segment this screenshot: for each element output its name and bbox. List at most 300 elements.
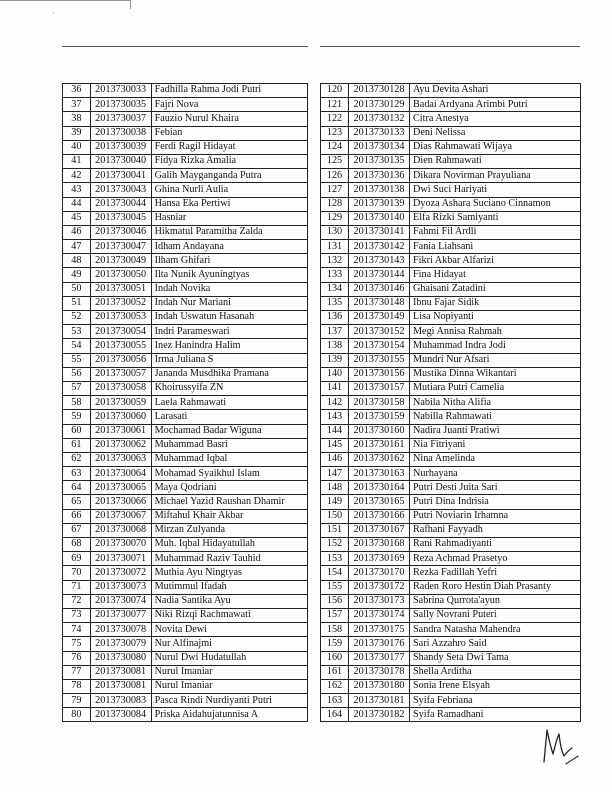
student-name: Ghaisani Zatadini [410,282,581,296]
table-row [321,353,581,367]
scan-speck: · [52,8,55,18]
student-name: Nurul Imaniar [151,679,307,693]
student-id: 2013730149 [349,311,410,325]
student-name: Fauzio Nurul Khaira [151,112,307,126]
student-id: 2013730067 [90,509,151,523]
table-row [63,325,308,339]
student-table-left [62,83,308,722]
table-row [63,211,308,225]
student-id: 2013730146 [349,282,410,296]
student-name: Indah Uswatun Hasanah [151,311,307,325]
row-number: 59 [63,410,91,424]
student-id: 2013730159 [349,410,410,424]
row-number: 131 [321,240,349,254]
student-name: Rani Rahmadiyanti [410,538,581,552]
student-id: 2013730083 [90,694,151,708]
student-name: Sonia Irene Elsyah [410,679,581,693]
table-row [321,410,581,424]
student-id: 2013730170 [349,566,410,580]
student-name: Rafhani Fayyadh [410,523,581,537]
student-name: Hansa Eka Pertiwi [151,197,307,211]
row-number: 125 [321,154,349,168]
student-id: 2013730148 [349,296,410,310]
table-row [321,98,581,112]
student-id: 2013730078 [90,623,151,637]
student-id: 2013730169 [349,552,410,566]
table-row [321,396,581,410]
handwritten-signature [538,722,582,766]
student-name: Dias Rahmawati Wijaya [410,140,581,154]
student-id: 2013730071 [90,552,151,566]
student-name: Nabila Nitha Alifia [410,396,581,410]
student-name: Ayu Devita Ashari [410,84,581,98]
student-id: 2013730132 [349,112,410,126]
student-name: Muh. Iqbal Hidayatullah [151,538,307,552]
student-id: 2013730129 [349,98,410,112]
table-row [321,495,581,509]
table-row [321,296,581,310]
student-id: 2013730134 [349,140,410,154]
student-name: Elfa Rizki Samiyanti [410,211,581,225]
table-row [321,623,581,637]
table-row [63,495,308,509]
table-row [321,552,581,566]
student-name: Citra Anestya [410,112,581,126]
table-row [321,240,581,254]
student-id: 2013730133 [349,126,410,140]
student-id: 2013730055 [90,339,151,353]
table-row [321,566,581,580]
table-row [321,608,581,622]
student-id: 2013730163 [349,467,410,481]
table-row [321,694,581,708]
student-id: 2013730058 [90,381,151,395]
table-row [63,225,308,239]
row-number: 52 [63,311,91,325]
row-number: 75 [63,637,91,651]
row-number: 156 [321,594,349,608]
student-name: Raden Roro Hestin Diah Prasanty [410,580,581,594]
table-row [321,225,581,239]
student-name: Nabilla Rahmawati [410,410,581,424]
row-number: 78 [63,679,91,693]
table-row [321,126,581,140]
row-number: 138 [321,339,349,353]
student-name: Fahmi Fil Ardli [410,225,581,239]
table-row [63,339,308,353]
student-id: 2013730136 [349,169,410,183]
student-id: 2013730037 [90,112,151,126]
student-name: Rezka Fadillah Yefri [410,566,581,580]
student-id: 2013730141 [349,225,410,239]
student-name: Fina Hidayat [410,268,581,282]
table-row [321,509,581,523]
table-row [321,183,581,197]
table-row [63,538,308,552]
student-id: 2013730073 [90,580,151,594]
student-id: 2013730152 [349,325,410,339]
table-row [321,140,581,154]
table-row [63,566,308,580]
student-name: Muthia Ayu Ningtyas [151,566,307,580]
header-rule-left [62,46,308,47]
row-number: 44 [63,197,91,211]
row-number: 136 [321,311,349,325]
student-name: Fania Liahsani [410,240,581,254]
row-number: 163 [321,694,349,708]
row-number: 126 [321,169,349,183]
student-name: Mustika Dinna Wikantari [410,367,581,381]
student-id: 2013730161 [349,438,410,452]
table-row [63,594,308,608]
student-name: Fadhilla Rahma Jodi Putri [151,84,307,98]
student-name: Mirzan Zulyanda [151,523,307,537]
row-number: 133 [321,268,349,282]
row-number: 140 [321,367,349,381]
student-id: 2013730181 [349,694,410,708]
student-id: 2013730056 [90,353,151,367]
table-row [321,169,581,183]
student-id: 2013730154 [349,339,410,353]
table-row [63,438,308,452]
student-name: Pasca Rindi Nurdiyanti Putri [151,694,307,708]
table-row [63,126,308,140]
student-id: 2013730064 [90,467,151,481]
table-row [321,197,581,211]
row-number: 65 [63,495,91,509]
table-row [63,240,308,254]
student-name: Larasati [151,410,307,424]
row-number: 134 [321,282,349,296]
table-row [63,708,308,722]
table-row [63,140,308,154]
row-number: 40 [63,140,91,154]
row-number: 38 [63,112,91,126]
student-name: Sari Azzahro Said [410,637,581,651]
row-number: 66 [63,509,91,523]
row-number: 137 [321,325,349,339]
student-id: 2013730053 [90,311,151,325]
student-id: 2013730165 [349,495,410,509]
row-number: 54 [63,339,91,353]
student-name: Novita Dewi [151,623,307,637]
student-id: 2013730128 [349,84,410,98]
student-name: Reza Achmad Prasetyo [410,552,581,566]
table-row [63,353,308,367]
student-name: Mundri Nur Afsari [410,353,581,367]
student-name: Ilta Nunik Ayuningtyas [151,268,307,282]
student-name: Dwi Suci Hariyati [410,183,581,197]
row-number: 151 [321,523,349,537]
student-name: Maya Qodriani [151,481,307,495]
table-row [63,254,308,268]
student-id: 2013730057 [90,367,151,381]
student-id: 2013730044 [90,197,151,211]
row-number: 49 [63,268,91,282]
row-number: 154 [321,566,349,580]
student-name: Mutiara Putri Camelia [410,381,581,395]
row-number: 53 [63,325,91,339]
student-id: 2013730038 [90,126,151,140]
student-name: Hikmatul Paramitha Zalda [151,225,307,239]
student-name: Sally Novrani Puteri [410,608,581,622]
student-name: Putri Dina Indrisia [410,495,581,509]
table-row [63,410,308,424]
student-name: Miftahul Khair Akbar [151,509,307,523]
student-id: 2013730155 [349,353,410,367]
table-row [321,367,581,381]
row-number: 57 [63,381,91,395]
student-id: 2013730059 [90,396,151,410]
student-name: Khoirussyifa ZN [151,381,307,395]
table-row [321,282,581,296]
student-id: 2013730142 [349,240,410,254]
student-id: 2013730070 [90,538,151,552]
student-name: Ghina Nurli Aulia [151,183,307,197]
row-number: 148 [321,481,349,495]
row-number: 55 [63,353,91,367]
student-id: 2013730068 [90,523,151,537]
row-number: 39 [63,126,91,140]
table-row [321,580,581,594]
row-number: 149 [321,495,349,509]
student-id: 2013730061 [90,424,151,438]
student-id: 2013730081 [90,679,151,693]
student-name: Megi Annisa Rahmah [410,325,581,339]
row-number: 37 [63,98,91,112]
row-number: 46 [63,225,91,239]
student-id: 2013730049 [90,254,151,268]
table-row [63,424,308,438]
table-row [321,211,581,225]
student-id: 2013730143 [349,254,410,268]
student-name: Syifa Ramadhani [410,708,581,722]
table-row [321,424,581,438]
student-id: 2013730052 [90,296,151,310]
table-row [63,268,308,282]
table-row [63,481,308,495]
student-id: 2013730046 [90,225,151,239]
student-name: Mutimmul Ifadah [151,580,307,594]
student-name: Inez Hanindra Halim [151,339,307,353]
student-name: Muhammad Iqbal [151,452,307,466]
student-id: 2013730050 [90,268,151,282]
student-id: 2013730162 [349,452,410,466]
student-name: Nia Fitriyani [410,438,581,452]
table-row [321,325,581,339]
table-row [321,438,581,452]
student-name: Mohamad Syaikhul Islam [151,467,307,481]
row-number: 160 [321,651,349,665]
table-row [321,481,581,495]
student-id: 2013730160 [349,424,410,438]
student-name: Dikara Novirman Prayuliana [410,169,581,183]
row-number: 64 [63,481,91,495]
student-id: 2013730173 [349,594,410,608]
student-name: Jananda Musdhika Pramana [151,367,307,381]
row-number: 122 [321,112,349,126]
student-name: Laela Rahmawati [151,396,307,410]
row-number: 69 [63,552,91,566]
row-number: 51 [63,296,91,310]
student-name: Shella Arditha [410,665,581,679]
student-id: 2013730047 [90,240,151,254]
table-row [63,608,308,622]
row-number: 77 [63,665,91,679]
student-id: 2013730177 [349,651,410,665]
row-number: 123 [321,126,349,140]
student-id: 2013730072 [90,566,151,580]
row-number: 121 [321,98,349,112]
table-row [63,523,308,537]
table-row [63,637,308,651]
student-name: Putri Noviarin Irhamna [410,509,581,523]
table-row [321,538,581,552]
student-name: Dyoza Ashara Suciano Cinnamon [410,197,581,211]
row-number: 132 [321,254,349,268]
student-name: Syifa Febriana [410,694,581,708]
student-id: 2013730054 [90,325,151,339]
table-row [321,467,581,481]
student-id: 2013730135 [349,154,410,168]
scan-edge-mark [0,0,131,9]
row-number: 76 [63,651,91,665]
row-number: 141 [321,381,349,395]
row-number: 127 [321,183,349,197]
table-row [63,154,308,168]
table-row [63,311,308,325]
student-id: 2013730063 [90,452,151,466]
table-row [63,98,308,112]
row-number: 45 [63,211,91,225]
student-id: 2013730060 [90,410,151,424]
student-name: Febian [151,126,307,140]
student-name: Indah Nur Mariani [151,296,307,310]
student-id: 2013730180 [349,679,410,693]
row-number: 60 [63,424,91,438]
student-name: Dien Rahmawati [410,154,581,168]
table-row [63,282,308,296]
student-id: 2013730043 [90,183,151,197]
student-name: Fajri Nova [151,98,307,112]
table-row [63,467,308,481]
row-number: 157 [321,608,349,622]
table-row [321,311,581,325]
table-row [63,651,308,665]
row-number: 62 [63,452,91,466]
row-number: 80 [63,708,91,722]
student-id: 2013730156 [349,367,410,381]
student-id: 2013730074 [90,594,151,608]
student-table-right [320,83,581,722]
student-name: Ibnu Fajar Sidik [410,296,581,310]
row-number: 63 [63,467,91,481]
table-row [321,84,581,98]
table-row [321,637,581,651]
student-name: Niki Rizqi Rachmawati [151,608,307,622]
student-id: 2013730041 [90,169,151,183]
row-number: 135 [321,296,349,310]
row-number: 164 [321,708,349,722]
student-name: Fidya Rizka Amalia [151,154,307,168]
table-row [321,339,581,353]
table-row [321,651,581,665]
student-id: 2013730144 [349,268,410,282]
student-id: 2013730172 [349,580,410,594]
row-number: 42 [63,169,91,183]
row-number: 68 [63,538,91,552]
table-row [63,197,308,211]
row-number: 120 [321,84,349,98]
table-row [63,552,308,566]
row-number: 56 [63,367,91,381]
table-row [63,694,308,708]
student-id: 2013730084 [90,708,151,722]
table-row [63,84,308,98]
row-number: 61 [63,438,91,452]
student-name: Michael Yazid Raushan Dhamir [151,495,307,509]
student-id: 2013730066 [90,495,151,509]
row-number: 159 [321,637,349,651]
student-id: 2013730062 [90,438,151,452]
student-name: Indah Novika [151,282,307,296]
student-name: Nadira Juanti Pratiwi [410,424,581,438]
student-id: 2013730182 [349,708,410,722]
student-name: Idham Andayana [151,240,307,254]
student-name: Shandy Seta Dwi Tama [410,651,581,665]
table-row [321,268,581,282]
row-number: 161 [321,665,349,679]
student-id: 2013730138 [349,183,410,197]
student-id: 2013730167 [349,523,410,537]
table-row [63,169,308,183]
table-row [321,452,581,466]
table-row [63,183,308,197]
table-row [321,523,581,537]
student-name: Putri Desti Juita Sari [410,481,581,495]
student-name: Nina Amelinda [410,452,581,466]
row-number: 143 [321,410,349,424]
student-name: Muhammad Basri [151,438,307,452]
student-name: Deni Nelissa [410,126,581,140]
student-id: 2013730157 [349,381,410,395]
student-id: 2013730176 [349,637,410,651]
row-number: 124 [321,140,349,154]
row-number: 129 [321,211,349,225]
header-rule-right [320,46,580,47]
row-number: 128 [321,197,349,211]
table-row [321,254,581,268]
row-number: 158 [321,623,349,637]
table-row [321,381,581,395]
student-name: Nurul Imaniar [151,665,307,679]
table-row [63,296,308,310]
student-name: Hasniar [151,211,307,225]
row-number: 145 [321,438,349,452]
row-number: 72 [63,594,91,608]
student-id: 2013730035 [90,98,151,112]
student-name: Badai Ardyana Arimbi Putri [410,98,581,112]
table-row [321,594,581,608]
student-id: 2013730139 [349,197,410,211]
student-name: Irma Juliana S [151,353,307,367]
row-number: 73 [63,608,91,622]
row-number: 152 [321,538,349,552]
row-number: 79 [63,694,91,708]
student-id: 2013730178 [349,665,410,679]
student-id: 2013730079 [90,637,151,651]
student-id: 2013730081 [90,665,151,679]
